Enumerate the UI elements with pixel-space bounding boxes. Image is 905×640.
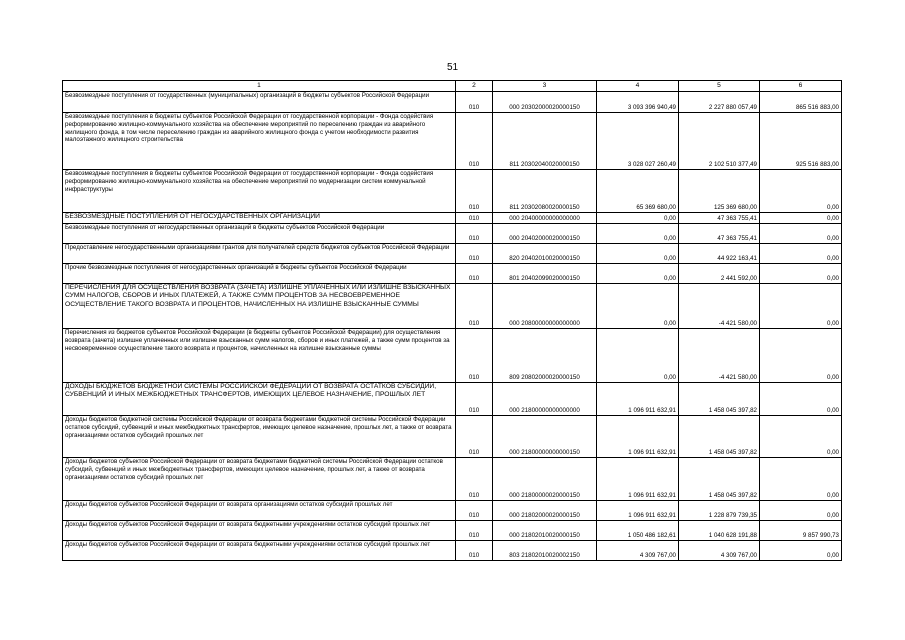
row-line-code: 010	[456, 383, 493, 416]
row-value-col4: 0,00	[597, 213, 679, 224]
row-name: Доходы бюджетов субъектов Российской Федерации от возврата организациями остатков субсидий прошлых лет	[63, 501, 456, 521]
row-value-col6: 0,00	[760, 170, 842, 213]
header-col-2: 2	[456, 81, 493, 92]
row-value-col5: 125 369 680,00	[679, 170, 760, 213]
row-line-code: 010	[456, 170, 493, 213]
table-row	[63, 113, 842, 170]
row-value-col6: 9 857 990,73	[760, 521, 842, 541]
table-row	[63, 521, 842, 541]
row-budget-code: 000 21802000020000150	[493, 501, 597, 521]
table-row	[63, 92, 842, 113]
header-col-6: 6	[760, 81, 842, 92]
row-budget-code: 000 21800000020000150	[493, 458, 597, 501]
row-value-col5: 47 363 755,41	[679, 224, 760, 244]
row-value-col4: 0,00	[597, 244, 679, 264]
row-value-col6: 0,00	[760, 329, 842, 383]
row-line-code: 010	[456, 521, 493, 541]
row-value-col4: 1 050 486 182,61	[597, 521, 679, 541]
row-value-col5: 44 922 163,41	[679, 244, 760, 264]
row-budget-code: 820 20402010020000150	[493, 244, 597, 264]
row-value-col6: 0,00	[760, 541, 842, 561]
row-line-code: 010	[456, 244, 493, 264]
table-row	[63, 383, 842, 416]
row-name: Перечисления из бюджетов субъектов Российской Федерации (в бюджеты субъектов Российской Федерации) для осуществления возврата (зачета) излишне уплаченных или излишне взысканных сумм налогов, сборов и иных платежей, а также сумм процентов за несвоевременное осуществление такого возврата и процентов, начисленных на излишне взысканные суммы	[63, 329, 456, 383]
table-row	[63, 170, 842, 213]
row-value-col4: 1 096 911 632,91	[597, 383, 679, 416]
row-budget-code: 000 21802010020000150	[493, 521, 597, 541]
row-value-col6: 0,00	[760, 213, 842, 224]
row-budget-code: 000 21800000000000150	[493, 416, 597, 458]
row-value-col6: 0,00	[760, 264, 842, 284]
table-header-row	[63, 81, 842, 92]
table-row	[63, 501, 842, 521]
header-col-3: 3	[493, 81, 597, 92]
row-name: Безвозмездные поступления от негосударственных организаций в бюджеты субъектов Российской Федерации	[63, 224, 456, 244]
row-value-col4: 3 028 027 260,49	[597, 113, 679, 170]
row-value-col4: 65 369 680,00	[597, 170, 679, 213]
page-number: 51	[446, 62, 459, 73]
row-value-col5: 1 458 045 397,82	[679, 458, 760, 501]
row-name: Безвозмездные поступления от государственных (муниципальных) организаций в бюджеты субъектов Российской Федерации	[63, 92, 456, 113]
row-name: Предоставление негосударственными организациями грантов для получателей средств бюджетов субъектов Российской Федерации	[63, 244, 456, 264]
row-name: Доходы бюджетов бюджетной системы Российской Федерации от возврата бюджетами бюджетной системы Российской Федерации остатков субсидий, субвенций и иных межбюджетных трансфертов, имеющих целевое назначение, прошлых лет, а также от возврата организациями остатков субсидий прошлых лет	[63, 416, 456, 458]
row-line-code: 010	[456, 501, 493, 521]
table-row	[63, 329, 842, 383]
row-budget-code: 000 20800000000000000	[493, 284, 597, 329]
row-value-col5: 47 363 755,41	[679, 213, 760, 224]
row-value-col6: 0,00	[760, 416, 842, 458]
row-budget-code: 000 21800000000000000	[493, 383, 597, 416]
row-value-col6: 0,00	[760, 383, 842, 416]
row-budget-code: 000 20400000000000000	[493, 213, 597, 224]
table-row	[63, 224, 842, 244]
row-value-col5: 2 227 880 057,49	[679, 92, 760, 113]
row-value-col4: 0,00	[597, 264, 679, 284]
row-name: ПЕРЕЧИСЛЕНИЯ ДЛЯ ОСУЩЕСТВЛЕНИЯ ВОЗВРАТА (ЗАЧЕТА) ИЗЛИШНЕ УПЛАЧЕННЫХ ИЛИ ИЗЛИШНЕ ВЗЫСКАННЫХ СУММ НАЛОГОВ, СБОРОВ И ИНЫХ ПЛАТЕЖЕЙ, А ТАКЖЕ СУММ ПРОЦЕНТОВ ЗА НЕСВОЕВРЕМЕННОЕ ОСУЩЕСТВЛЕНИЕ ТАКОГО ВОЗВРАТА И ПРОЦЕНТОВ, НАЧИСЛЕННЫХ НА ИЗЛИШНЕ ВЗЫСКАННЫЕ СУММЫ	[63, 284, 456, 329]
row-value-col4: 3 093 396 940,49	[597, 92, 679, 113]
row-budget-code: 000 20302000020000150	[493, 92, 597, 113]
header-col-4: 4	[597, 81, 679, 92]
table-row	[63, 213, 842, 224]
row-name: Доходы бюджетов субъектов Российской Федерации от возврата бюджетными учреждениями остатков субсидий прошлых лет	[63, 541, 456, 561]
table-row	[63, 416, 842, 458]
row-value-col4: 1 096 911 632,91	[597, 501, 679, 521]
row-line-code: 010	[456, 224, 493, 244]
row-value-col4: 1 096 911 632,91	[597, 458, 679, 501]
row-value-col5: 1 458 045 397,82	[679, 416, 760, 458]
row-budget-code: 801 20402099020000150	[493, 264, 597, 284]
row-value-col6: 0,00	[760, 458, 842, 501]
row-value-col4: 0,00	[597, 284, 679, 329]
row-line-code: 010	[456, 284, 493, 329]
row-budget-code: 809 20802000020000150	[493, 329, 597, 383]
row-value-col6: 0,00	[760, 284, 842, 329]
table-row	[63, 264, 842, 284]
row-line-code: 010	[456, 264, 493, 284]
row-value-col5: 2 441 592,00	[679, 264, 760, 284]
row-name: ДОХОДЫ БЮДЖЕТОВ БЮДЖЕТНОЙ СИСТЕМЫ РОССИЙСКОЙ ФЕДЕРАЦИИ ОТ ВОЗВРАТА ОСТАТКОВ СУБСИДИЙ, СУБВЕНЦИЙ И ИНЫХ МЕЖБЮДЖЕТНЫХ ТРАНСФЕРТОВ, ИМЕЮЩИХ ЦЕЛЕВОЕ НАЗНАЧЕНИЕ, ПРОШЛЫХ ЛЕТ	[63, 383, 456, 416]
row-line-code: 010	[456, 329, 493, 383]
header-col-1: 1	[63, 81, 456, 92]
row-value-col5: 2 102 510 377,49	[679, 113, 760, 170]
table-row	[63, 244, 842, 264]
row-line-code: 010	[456, 113, 493, 170]
row-value-col4: 4 309 767,00	[597, 541, 679, 561]
row-value-col4: 0,00	[597, 329, 679, 383]
row-value-col6: 0,00	[760, 244, 842, 264]
row-name: БЕЗВОЗМЕЗДНЫЕ ПОСТУПЛЕНИЯ ОТ НЕГОСУДАРСТВЕННЫХ ОРГАНИЗАЦИЙ	[63, 213, 456, 224]
budget-income-table	[62, 80, 842, 561]
row-line-code: 010	[456, 213, 493, 224]
row-value-col4: 0,00	[597, 224, 679, 244]
row-value-col5: 4 309 767,00	[679, 541, 760, 561]
row-name: Безвозмездные поступления в бюджеты субъектов Российской Федерации от государственной корпорации - Фонда содействия реформированию жилищно-коммунального хозяйства на обеспечение мероприятий по модернизации систем коммунальной инфраструктуры	[63, 170, 456, 213]
row-value-col4: 1 096 911 632,91	[597, 416, 679, 458]
row-value-col5: -4 421 580,00	[679, 329, 760, 383]
row-budget-code: 000 20402000020000150	[493, 224, 597, 244]
row-value-col6: 0,00	[760, 501, 842, 521]
table-row	[63, 284, 842, 329]
row-value-col6: 0,00	[760, 224, 842, 244]
row-value-col6: 925 516 883,00	[760, 113, 842, 170]
row-line-code: 010	[456, 458, 493, 501]
table-row	[63, 458, 842, 501]
row-name: Доходы бюджетов субъектов Российской Федерации от возврата бюджетами бюджетной системы Российской Федерации остатков субсидий, субвенций и иных межбюджетных трансфертов, имеющих целевое назначение, прошлых лет, а также от возврата организациями остатков субсидий прошлых лет	[63, 458, 456, 501]
row-name: Прочие безвозмездные поступления от негосударственных организаций в бюджеты субъектов Российской Федерации	[63, 264, 456, 284]
row-line-code: 010	[456, 541, 493, 561]
row-budget-code: 803 21802010020002150	[493, 541, 597, 561]
table-row	[63, 541, 842, 561]
row-value-col5: 1 228 879 739,35	[679, 501, 760, 521]
row-value-col6: 865 516 883,00	[760, 92, 842, 113]
row-line-code: 010	[456, 92, 493, 113]
row-value-col5: -4 421 580,00	[679, 284, 760, 329]
row-value-col5: 1 040 628 191,88	[679, 521, 760, 541]
header-col-5: 5	[679, 81, 760, 92]
row-budget-code: 811 20302040020000150	[493, 113, 597, 170]
row-line-code: 010	[456, 416, 493, 458]
row-budget-code: 811 20302080020000150	[493, 170, 597, 213]
row-value-col5: 1 458 045 397,82	[679, 383, 760, 416]
row-name: Доходы бюджетов субъектов Российской Федерации от возврата бюджетными учреждениями остатков субсидий прошлых лет	[63, 521, 456, 541]
row-name: Безвозмездные поступления в бюджеты субъектов Российской Федерации от государственной корпорации - Фонда содействия реформированию жилищно-коммунального хозяйства на обеспечение мероприятий по переселению граждан из аварийного жилищного фонда, в том числе переселению граждан из аварийного жилищного фонда с учетом необходимости развития малоэтажного жилищного строительства	[63, 113, 456, 170]
